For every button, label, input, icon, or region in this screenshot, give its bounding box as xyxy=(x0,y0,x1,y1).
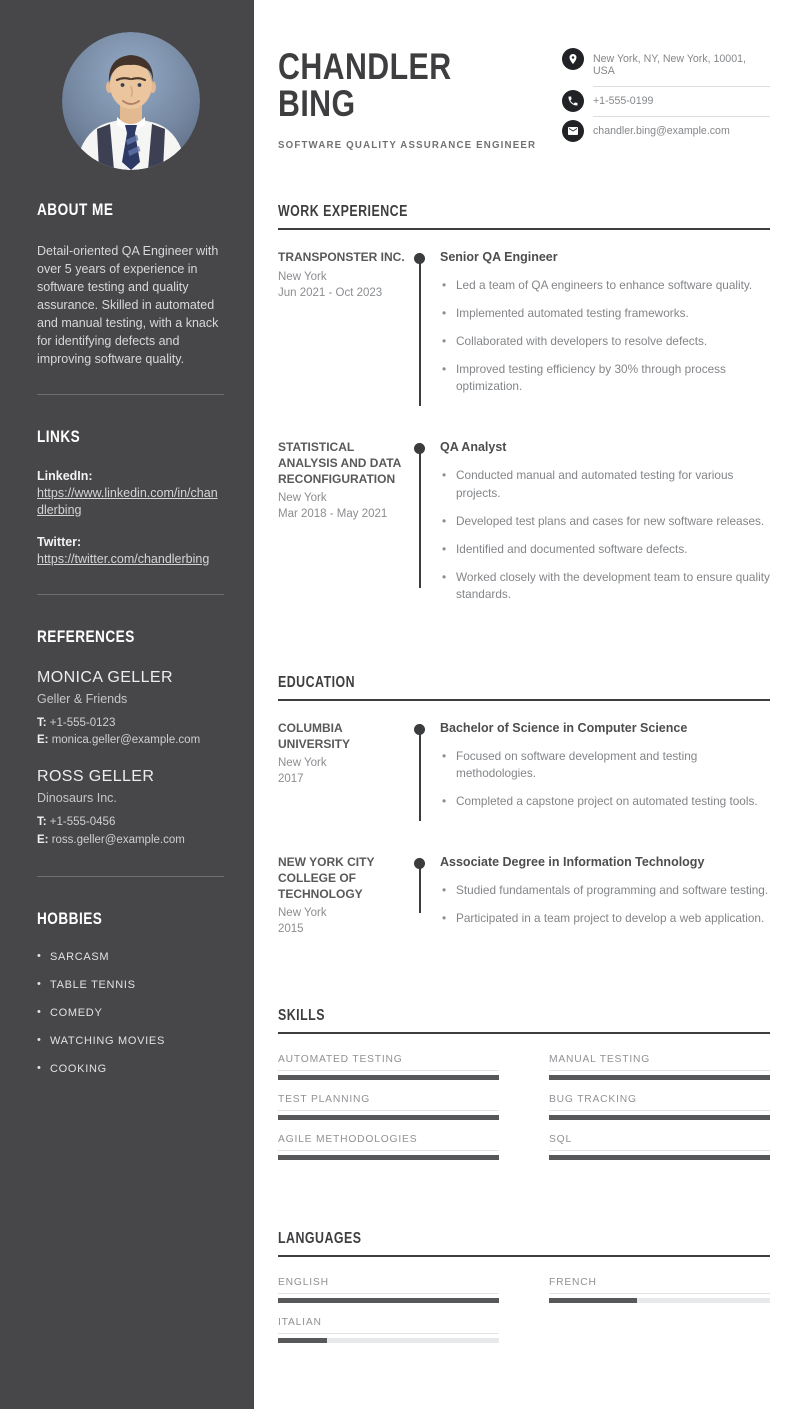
sidebar xyxy=(0,0,254,1409)
timeline xyxy=(414,250,440,406)
skill-bar xyxy=(549,1075,770,1080)
skills-grid xyxy=(278,1054,770,1160)
skill-bar xyxy=(549,1155,770,1160)
education-year: 2015 xyxy=(278,923,304,936)
bullet-item: • Identified and documented software defects. xyxy=(440,541,770,558)
language-item xyxy=(278,1317,499,1343)
skill-item xyxy=(278,1094,499,1120)
languages-heading: LANGUAGES xyxy=(278,1230,770,1257)
bullet-item: • Focused on software development and testing methodologies. xyxy=(440,748,770,782)
reference-name: MONICA GELLER xyxy=(37,668,173,686)
degree-title: Associate Degree in Information Technology xyxy=(440,855,705,870)
skill-bar xyxy=(549,1115,770,1120)
skills-section xyxy=(278,1007,770,1160)
twitter-link[interactable]: https://twitter.com/chandlerbing xyxy=(37,551,210,566)
skill-bar-fill xyxy=(549,1115,770,1120)
reference-company: Dinosaurs Inc. xyxy=(37,791,117,806)
skill-item xyxy=(549,1094,770,1120)
hobby-item: • COMEDY xyxy=(37,1007,224,1019)
timeline xyxy=(414,855,440,938)
link-item-linkedin xyxy=(37,469,224,519)
company-name: TRANSPONSTER INC. xyxy=(278,250,405,264)
phone-text: +1-555-0199 xyxy=(593,90,770,117)
contact-location-row xyxy=(562,48,770,87)
language-label: FRENCH xyxy=(549,1276,597,1288)
skill-bar-fill xyxy=(278,1115,499,1120)
work-entry-meta xyxy=(278,440,414,614)
work-entry xyxy=(278,250,770,440)
reference-email xyxy=(37,832,224,850)
about-section xyxy=(37,194,224,368)
language-label: ENGLISH xyxy=(278,1276,329,1288)
language-rule xyxy=(278,1333,499,1334)
candidate-job-title: SOFTWARE QUALITY ASSURANCE ENGINEER xyxy=(278,139,537,151)
education-heading: EDUCATION xyxy=(278,674,770,701)
hobbies-section xyxy=(37,903,224,1075)
skill-item xyxy=(278,1054,499,1080)
role-bullets xyxy=(440,467,770,603)
skill-rule xyxy=(549,1110,770,1111)
hobby-item: • WATCHING MOVIES xyxy=(37,1035,224,1047)
skill-rule xyxy=(549,1070,770,1071)
bullet-item: • Collaborated with developers to resolve defects. xyxy=(440,333,770,350)
timeline-dot xyxy=(414,858,425,869)
skill-label: AUTOMATED TESTING xyxy=(278,1053,403,1065)
timeline-dot xyxy=(414,253,425,264)
skill-label: TEST PLANNING xyxy=(278,1093,371,1105)
hobbies-title: HOBBIES xyxy=(37,908,103,928)
links-title: LINKS xyxy=(37,427,81,446)
reference-email xyxy=(37,732,224,750)
education-entry-meta xyxy=(278,721,414,821)
reference-item xyxy=(37,768,224,850)
phone-value: +1-555-0456 xyxy=(49,816,116,829)
skills-heading: SKILLS xyxy=(278,1007,770,1034)
language-bar xyxy=(278,1338,499,1343)
skill-bar xyxy=(278,1155,499,1160)
company-city: New York xyxy=(278,270,327,283)
bullet-item: • Completed a capstone project on automated testing tools. xyxy=(440,793,770,810)
school-name: COLUMBIA UNIVERSITY xyxy=(278,721,351,751)
bullet-item: • Conducted manual and automated testing for various projects. xyxy=(440,467,770,501)
role-bullets xyxy=(440,277,770,395)
email-label: E: xyxy=(37,834,49,847)
links-section xyxy=(37,421,224,568)
references-title: REFERENCES xyxy=(37,626,135,646)
skill-rule xyxy=(278,1150,499,1151)
name-block xyxy=(278,46,559,153)
skill-bar-fill xyxy=(549,1075,770,1080)
education-section xyxy=(278,674,770,972)
work-experience-section xyxy=(278,203,770,648)
language-bar xyxy=(278,1298,499,1303)
work-experience-heading: WORK EXPERIENCE xyxy=(278,203,770,230)
first-name: CHANDLER xyxy=(278,46,452,87)
about-text: Detail-oriented QA Engineer with over 5 years of experience in software testing and quality assurance. Skilled in automated and manual testing, with a knack for identifying defects and improving software quality. xyxy=(37,244,219,366)
location-text: New York, NY, New York, 10001, USA xyxy=(593,48,770,87)
languages-grid xyxy=(278,1277,770,1343)
languages-section xyxy=(278,1230,770,1343)
hobby-list xyxy=(37,951,224,1075)
bullet-item: • Participated in a team project to develop a web application. xyxy=(440,910,770,927)
degree-bullets xyxy=(440,748,770,810)
link-item-twitter xyxy=(37,535,224,568)
school-city: New York xyxy=(278,907,327,920)
linkedin-link[interactable]: https://www.linkedin.com/in/chandlerbing xyxy=(37,486,218,517)
email-value: ross.geller@example.com xyxy=(51,834,185,847)
bullet-item: • Studied fundamentals of programming and software testing. xyxy=(440,882,770,899)
hobby-item: • COOKING xyxy=(37,1063,224,1075)
sidebar-divider xyxy=(37,394,224,395)
link-label: Twitter: xyxy=(37,534,82,549)
portrait-illustration xyxy=(62,32,200,170)
work-dates: Mar 2018 - May 2021 xyxy=(278,508,388,521)
reference-phone xyxy=(37,715,224,733)
phone-label: T: xyxy=(37,716,47,729)
skill-bar xyxy=(278,1115,499,1120)
candidate-name xyxy=(278,48,559,122)
skill-bar-fill xyxy=(278,1075,499,1080)
reference-name: ROSS GELLER xyxy=(37,768,155,786)
language-rule xyxy=(549,1293,770,1294)
timeline-line xyxy=(419,443,421,588)
reference-phone xyxy=(37,814,224,832)
degree-bullets xyxy=(440,882,770,927)
skill-label: MANUAL TESTING xyxy=(549,1053,651,1065)
email-label: E: xyxy=(37,734,49,747)
school-name: NEW YORK CITY COLLEGE OF TECHNOLOGY xyxy=(278,855,375,901)
skill-bar-fill xyxy=(549,1155,770,1160)
bullet-item: • Improved testing efficiency by 30% through process optimization. xyxy=(440,361,770,395)
hobby-item: • TABLE TENNIS xyxy=(37,979,224,991)
work-entry-detail xyxy=(440,440,770,614)
work-entry xyxy=(278,440,770,648)
bullet-item: • Led a team of QA engineers to enhance software quality. xyxy=(440,277,770,294)
skill-bar-fill xyxy=(278,1155,499,1160)
contact-block xyxy=(562,46,770,153)
email-value: monica.geller@example.com xyxy=(51,734,201,747)
skill-rule xyxy=(278,1110,499,1111)
email-text: chandler.bing@example.com xyxy=(593,125,730,137)
company-city: New York xyxy=(278,492,327,505)
role-title: QA Analyst xyxy=(440,440,507,455)
location-icon xyxy=(562,48,584,70)
skill-rule xyxy=(549,1150,770,1151)
work-entry-meta xyxy=(278,250,414,406)
link-label: LinkedIn: xyxy=(37,469,93,483)
language-item xyxy=(549,1277,770,1303)
bullet-item: • Developed test plans and cases for new software releases. xyxy=(440,513,770,530)
timeline-line xyxy=(419,724,421,821)
bullet-item: • Worked closely with the development team to ensure quality standards. xyxy=(440,569,770,603)
education-year: 2017 xyxy=(278,773,304,786)
education-entry-detail xyxy=(440,721,770,821)
work-entry-detail xyxy=(440,250,770,406)
profile-photo xyxy=(62,32,200,170)
education-entry xyxy=(278,855,770,972)
references-section xyxy=(37,621,224,850)
education-entry xyxy=(278,721,770,855)
timeline-dot xyxy=(414,443,425,454)
language-bar-fill xyxy=(278,1298,499,1303)
skill-label: AGILE METHODOLOGIES xyxy=(278,1133,418,1145)
skill-item xyxy=(278,1134,499,1160)
skill-bar xyxy=(278,1075,499,1080)
language-bar-fill xyxy=(549,1298,637,1303)
phone-label: T: xyxy=(37,816,47,829)
skill-item xyxy=(549,1134,770,1160)
role-title: Senior QA Engineer xyxy=(440,250,558,264)
timeline-dot xyxy=(414,724,425,735)
skill-item xyxy=(549,1054,770,1080)
language-label: ITALIAN xyxy=(278,1316,322,1328)
skill-label: SQL xyxy=(549,1133,573,1145)
language-bar xyxy=(549,1298,770,1303)
hobby-item: • SARCASM xyxy=(37,951,224,963)
contact-email-row xyxy=(562,120,770,146)
last-name: BING xyxy=(278,83,356,124)
education-entry-meta xyxy=(278,855,414,938)
degree-title: Bachelor of Science in Computer Science xyxy=(440,721,688,736)
language-rule xyxy=(278,1293,499,1294)
sidebar-divider xyxy=(37,594,224,595)
resume-header xyxy=(278,46,770,153)
company-name: STATISTICAL ANALYSIS AND DATA RECONFIGURATION xyxy=(278,440,401,486)
skill-label: BUG TRACKING xyxy=(549,1093,637,1105)
language-item xyxy=(278,1277,499,1303)
reference-company: Geller & Friends xyxy=(37,691,128,706)
language-bar-fill xyxy=(278,1338,327,1343)
sidebar-divider xyxy=(37,876,224,877)
main-content xyxy=(254,0,794,1409)
work-dates: Jun 2021 - Oct 2023 xyxy=(278,286,383,299)
phone-value: +1-555-0123 xyxy=(49,716,116,729)
about-title: ABOUT ME xyxy=(37,200,114,219)
timeline xyxy=(414,440,440,614)
email-icon xyxy=(562,120,584,142)
bullet-item: • Implemented automated testing frameworks. xyxy=(440,305,770,322)
timeline xyxy=(414,721,440,821)
contact-phone-row xyxy=(562,90,770,117)
phone-icon xyxy=(562,90,584,112)
education-entry-detail xyxy=(440,855,770,938)
skill-rule xyxy=(278,1070,499,1071)
timeline-line xyxy=(419,253,421,406)
school-city: New York xyxy=(278,757,327,770)
reference-item xyxy=(37,669,224,751)
